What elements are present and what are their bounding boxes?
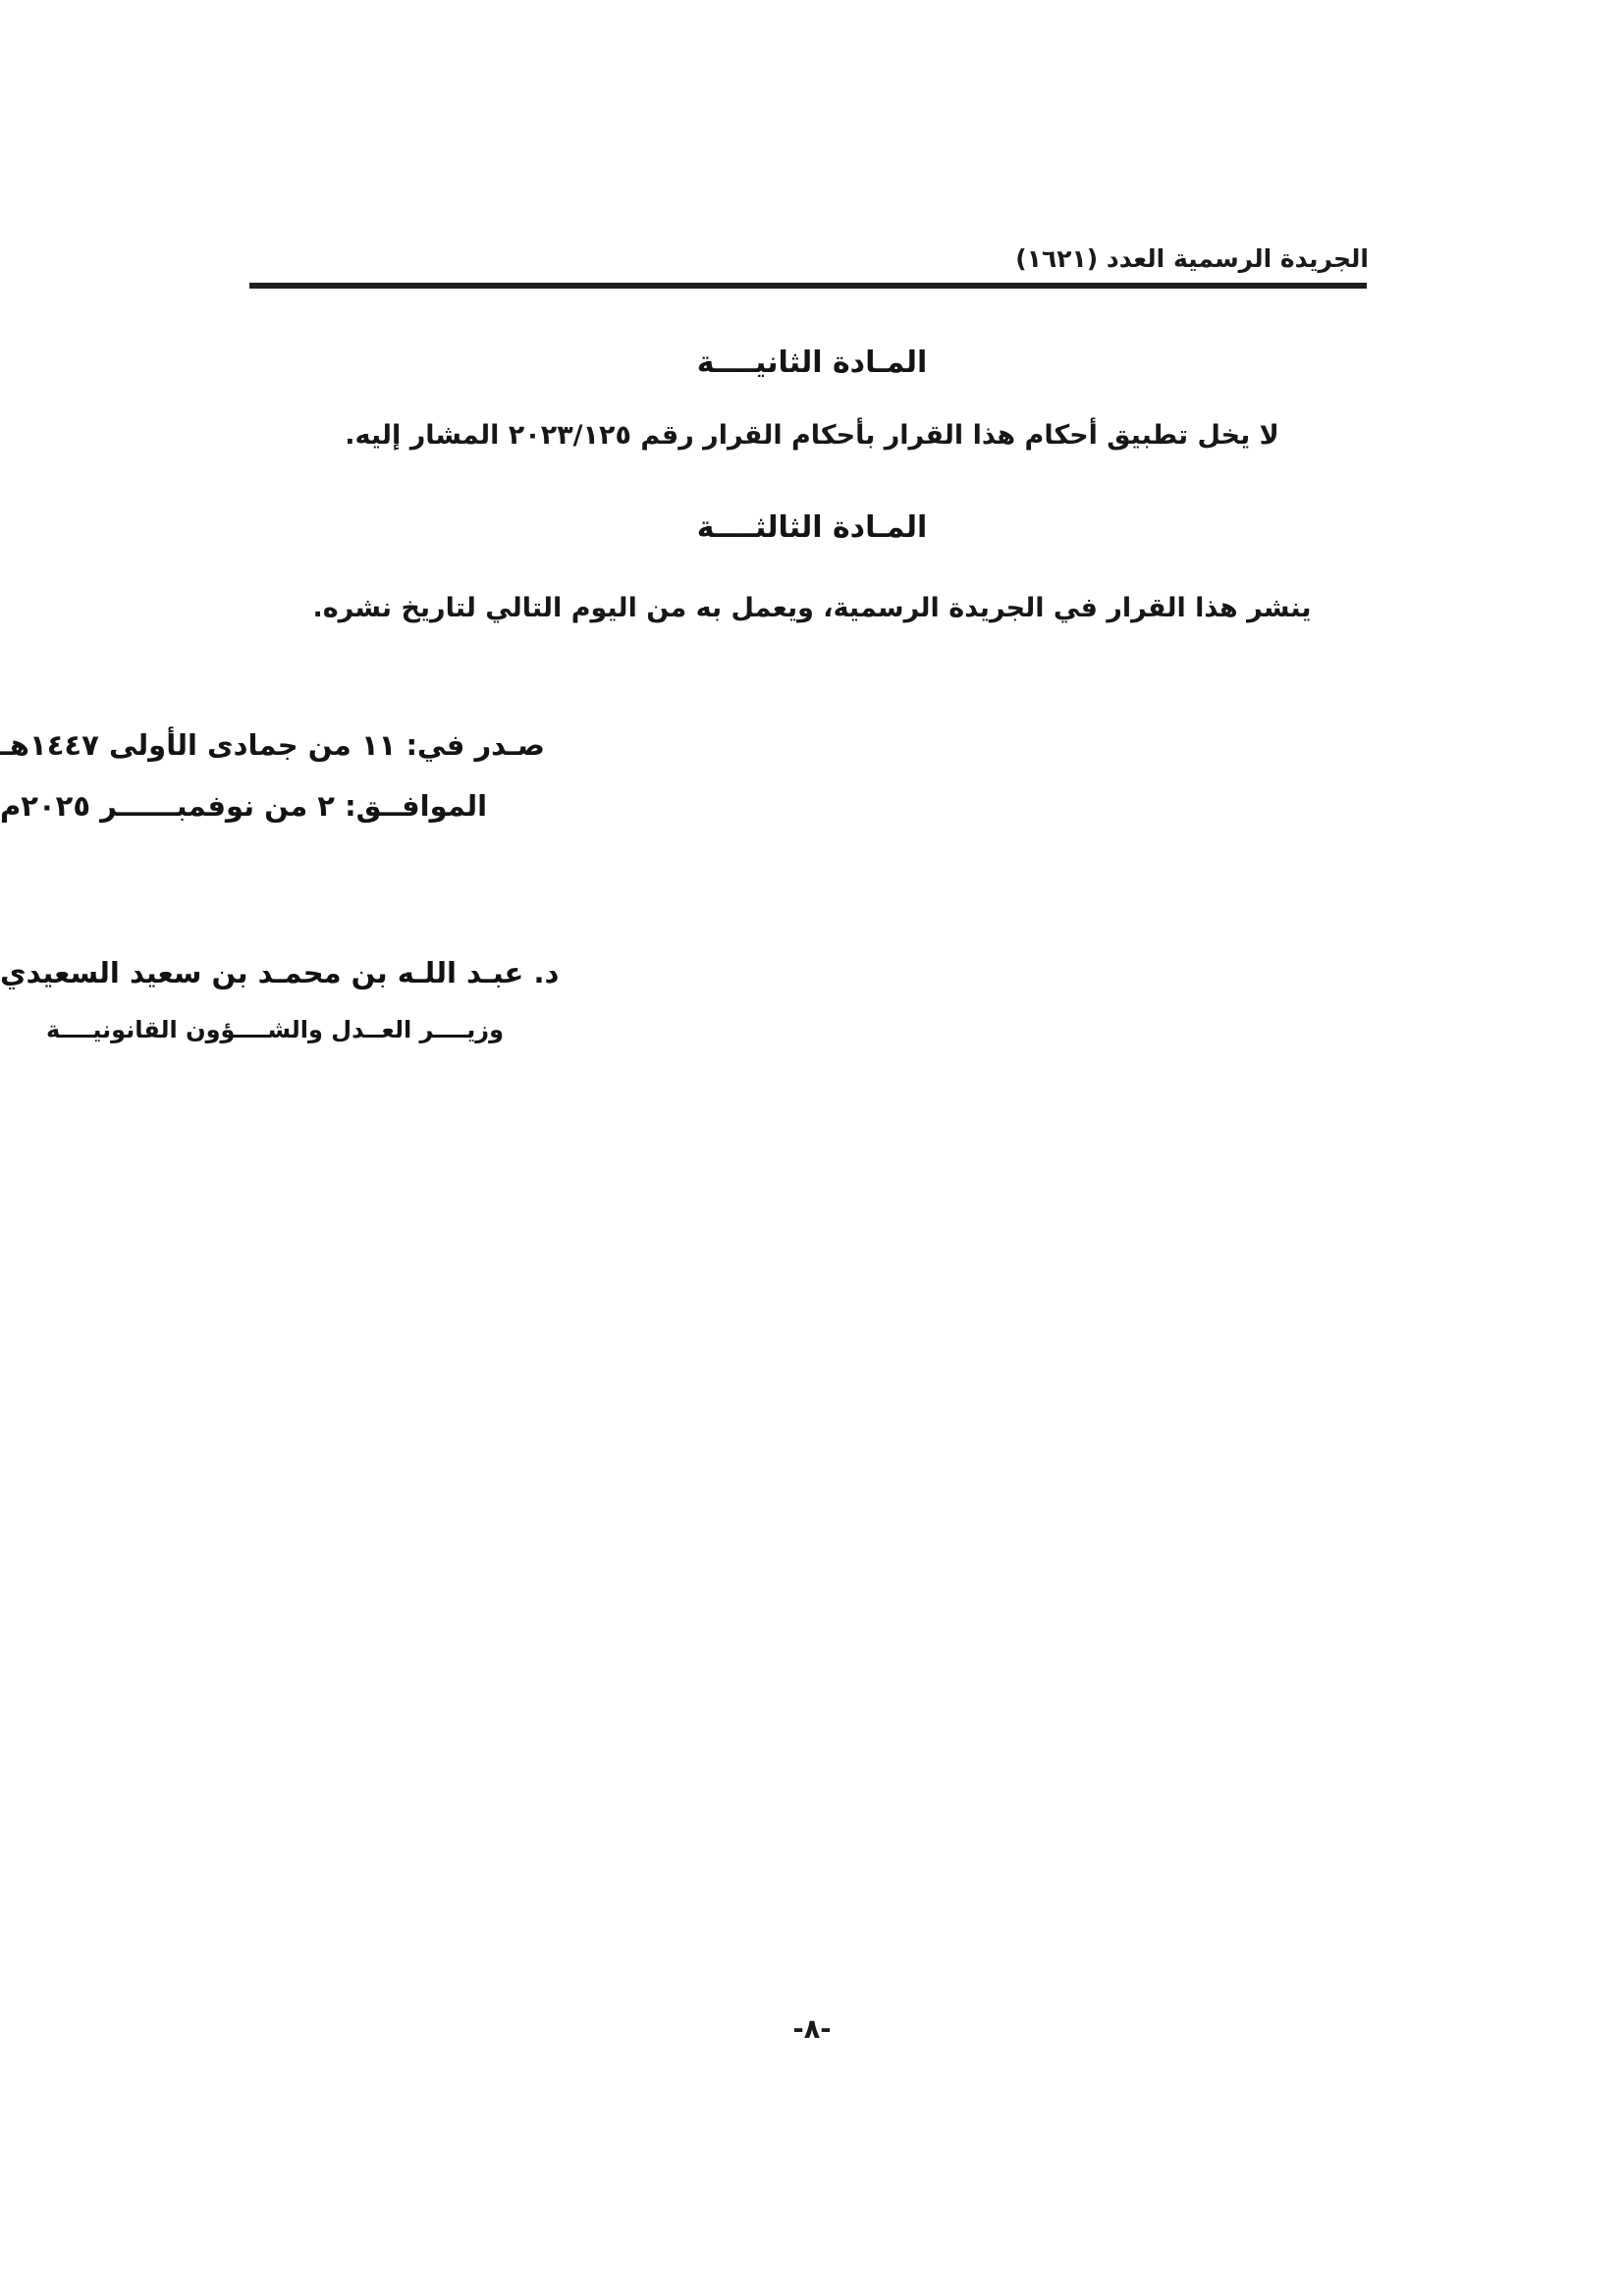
article-two-heading: المـادة الثانيــــة (696, 346, 928, 380)
gregorian-date: الموافــق: ٢ من نوفمبــــــر ٢٠٢٥م (0, 789, 488, 823)
signatory-title: وزيــــر العــدل والشــــؤون القانونيــــة (46, 1016, 505, 1043)
header-divider (249, 283, 1367, 289)
signatory-name: د. عبـد اللـه بن محمـد بن سعيد السعيدي (0, 956, 560, 989)
page-number: -٨- (792, 2014, 832, 2045)
signature-block (0, 956, 889, 1043)
article-three-body: ينشر هذا القرار في الجريدة الرسمية، ويعمل به من اليوم التالي لتاريخ نشره. (312, 593, 1312, 623)
hijri-date: صـدر في: ١١ من جمادى الأولى ١٤٤٧هـ (0, 728, 545, 762)
running-head: الجريدة الرسمية العدد (١٦٢١) (1015, 244, 1369, 273)
article-three-heading: المـادة الثالثــــة (696, 510, 928, 545)
page-header (249, 243, 1375, 289)
issuance-date-block (0, 728, 776, 823)
article-two-body: لا يخل تطبيق أحكام هذا القرار بأحكام القرار رقم ٢٠٢٣/١٢٥ المشار إليه. (345, 420, 1279, 451)
